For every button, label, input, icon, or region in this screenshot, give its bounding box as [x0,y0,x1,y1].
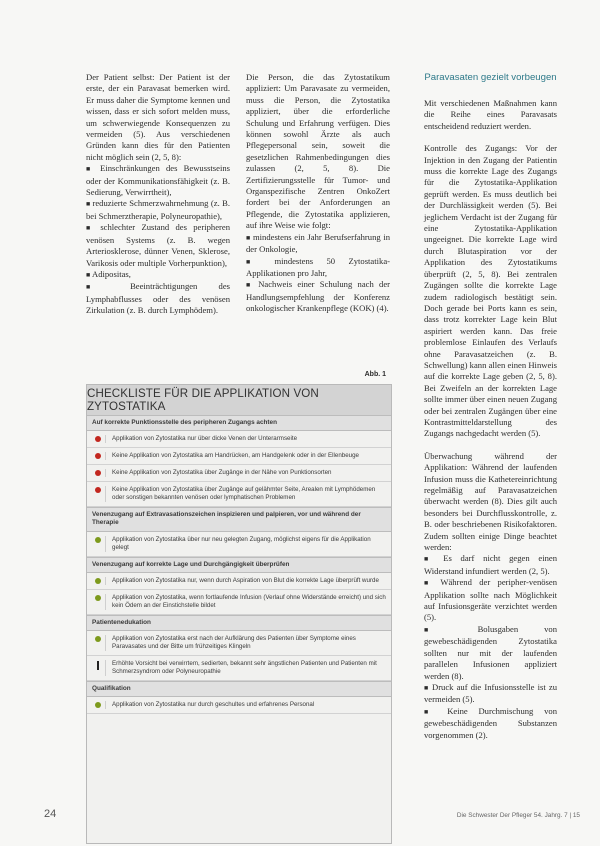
bullet-item: ■ mindestens ein Jahr Berufserfahrung in der Onkologie, [246,232,390,256]
text-column-3 [424,72,557,741]
checklist-section-header: Qualifikation [87,681,391,697]
checklist-item [87,482,391,507]
bullet-item: ■ Adipositas, [86,269,230,281]
green-dot-icon [95,537,101,543]
checklist-section-header: Venenzugang auf Extravasationszeichen inspizieren und palpieren, vor und während der Therapie [87,507,391,531]
checklist-item-text: Applikation von Zytostatika über nur neu gelegten Zugang, möglichst eigens für die Applikation gelegt [105,536,387,552]
green-dot-icon [95,636,101,642]
red-dot-icon [95,470,101,476]
checklist-item [87,465,391,482]
page-number: 24 [44,808,57,820]
bullet-item: ■ Während der peripher-venösen Applikation sollte nach Möglichkeit auf Infusionsgeräte verzichtet werden (5). [424,577,557,624]
bullet-item: ■ schlechter Zustand des peripheren venösen Systems (z. B. wegen Arteriosklerose, dünner Venen, Sklerose, Varikosis oder multiple Vorherpunktion), [86,222,230,269]
checklist-item-text: Applikation von Zytostatika nur, wenn durch Aspiration von Blut die korrekte Lage überprüft wurde [105,577,387,585]
red-dot-icon [95,436,101,442]
checklist-item [87,656,391,681]
green-dot-icon [95,578,101,584]
paragraph-kontrolle: Kontrolle des Zugangs: Vor der Injektion in den Zugang der Patientin muss die korrekte Lage des Zugangs für die Zytostatika-Applikation geprüft werden. Es muss deutlich bei der Durchlässigkeit werden (5). Bei jeglichem Verdacht ist der Zugang für eine Zytostatika-Applikation ungeeignet. Die korrekte Lage wird durch Blutaspiration vor der Applikation des Zytostatikums überprüft (2, 5, 8). Bei zentralen Zugängen sollte die korrekte Lage zudem radiologisch bestätigt sein. Doch gerade bei Ports kann es sein, dass trotz korrekter Lage kein Blut aspiriert werden kann. Das freie problemlose Einlaufen des Verlaufs ohne Paravasatzeichen (z. B. Schwellung) kann allen einen Hinweis auf die korrekte Lage geben (2, 5, 8). Bei Zweifeln an der korrekten Lage sollte immer über einen neuen Zugang oder bei zentralen Zugängen über eine Kontrastmitteldarstellung des Zugangs nachgedacht werden (5). [424,143,557,439]
figure-label: Abb. 1 [364,371,386,378]
bullet-item: ■ Druck auf die Infusionsstelle ist zu vermeiden (5). [424,682,557,706]
bullet-item: ■ Es darf nicht gegen einen Widerstand infundiert werden (2, 5). [424,553,557,577]
journal-footer: Die Schwester Der Pfleger 54. Jahrg. 7 | 15 [456,812,580,819]
bullet-item: ■ mindestens 50 Zytostatika-Applikationen pro Jahr, [246,256,390,280]
checklist-section-header: Venenzugang auf korrekte Lage und Durchgängigkeit überprüfen [87,557,391,573]
bullet-item: ■ Beeinträchtigungen des Lymphabflusses oder des venösen Zirkulation (z. B. durch Lymphödem). [86,281,230,316]
paragraph-intro: Mit verschiedenen Maßnahmen kann die Reihe eines Paravasats entscheidend reduziert werden. [424,98,557,131]
exclamation-bar-icon [97,661,99,670]
bullet-item: ■ Keine Durchmischung von gewebeschädigenden Substanzen vorgenommen (2). [424,706,557,741]
checklist-item-text: Applikation von Zytostatika, wenn fortlaufende Infusion (Verlauf ohne Widerstände erreicht) und sich kein Ödem an der Einstichstelle bildet [105,594,387,610]
checklist-item [87,590,391,615]
checklist-item [87,448,391,465]
checklist-item-text: Applikation von Zytostatika erst nach der Aufklärung des Patienten über Symptome eines Paravasates und der Bitte um frühzeitiges Klingeln [105,635,387,651]
bullet-item: ■ reduzierte Schmerzwahrnehmung (z. B. bei Schmerztherapie, Polyneuropathie), [86,198,230,222]
checklist-item-text: Applikation von Zytostatika nur durch geschultes und erfahrenes Personal [105,701,387,709]
checklist-item-text: Keine Applikation von Zytostatika am Handrücken, am Handgelenk oder in der Ellenbeuge [105,452,387,460]
bullet-item: ■ Nachweis einer Schulung nach der Handlungsempfehlung der Konferenz onkologischer Krankenpflege (KOK) (4). [246,279,390,314]
checklist-item-text: Erhöhte Vorsicht bei verwirrtem, sedierten, bekannt sehr ängstlichen Patienten und Patienten mit Schmerzsyndrom oder Polyneuropathie [105,660,387,676]
paragraph-ueberwachung: Überwachung während der Applikation: Während der laufenden Infusion muss die Kathetereinrichtung regelmäßig auf Paravasatzeichen überwacht werden (8). Dies gilt auch besonders bei Durchflusskontrolle, z. B. oder beschriebenen Risikofaktoren. Zudem sollten einige Dinge beachtet werden: [424,450,557,553]
checklist-title: CHECKLISTE FÜR DIE APPLIKATION VON ZYTOSTATIKA [87,385,391,415]
checklist-item [87,431,391,448]
green-dot-icon [95,702,101,708]
checklist-item [87,573,391,590]
section-heading: Paravasaten gezielt vorbeugen [424,72,557,83]
checklist-item-text: Keine Applikation von Zytostatika über Zugänge auf gelähmter Seite, Arealen mit Lymphödemen oder sonstigen bekannten venösen oder lymphatischen Problemen [105,486,387,502]
checklist-section-header: Auf korrekte Punktionsstelle des peripheren Zugangs achten [87,415,391,431]
text-column-1 [86,72,230,317]
checklist-item [87,697,391,714]
checklist-item-text: Applikation von Zytostatika nur über dicke Venen der Unterarmseite [105,435,387,443]
checklist-section-header: Patientenedukation [87,615,391,631]
red-dot-icon [95,487,101,493]
red-dot-icon [95,453,101,459]
paragraph-patient: Der Patient selbst: Der Patient ist der erste, der ein Paravasat bemerken wird. Er muss daher die Symptome kennen und wissen, dass er sich sofort melden muss, um schwerwiegende Konsequenzen zu vermeiden (5). Aus verschiedenen Gründen kann dies für den Patienten nicht möglich sein (2, 5, 8): [86,72,230,162]
bullet-item: ■ Bolusgaben von gewebeschädigenden Zytostatika sollten nur mit der laufenden parallelen Infusionen appliziert werden (8). [424,624,557,682]
checklist-item-text: Keine Applikation von Zytostatika über Zugänge in der Nähe von Punktionsorten [105,469,387,477]
checklist-item [87,631,391,656]
text-column-2 [246,72,390,315]
checklist-box [86,384,392,844]
paragraph-person: Die Person, die das Zytostatikum appliziert: Um Paravasate zu vermeiden, muss die Person, die Zytostatika appliziert, über die erforderliche Schulung und Erfahrung verfügen. Dies können sowohl Ärzte als auch Pflegepersonal sein, soweit die gesetzlichen Rahmenbedingungen dies zulassen (2, 5, 8). Die Zertifizierungsstelle für Tumor- und Organspezifische Zentren OnkoZert fordert bei der Anforderungen an Pflegende, die Zytostatika applizieren, auf ihre Weise wie folgt: [246,72,390,231]
checklist-item [87,532,391,557]
bullet-item: ■ Einschränkungen des Bewusstseins oder der Kommunikationsfähigkeit (z. B. Sedierung, Verwirrtheit), [86,163,230,198]
green-dot-icon [95,595,101,601]
